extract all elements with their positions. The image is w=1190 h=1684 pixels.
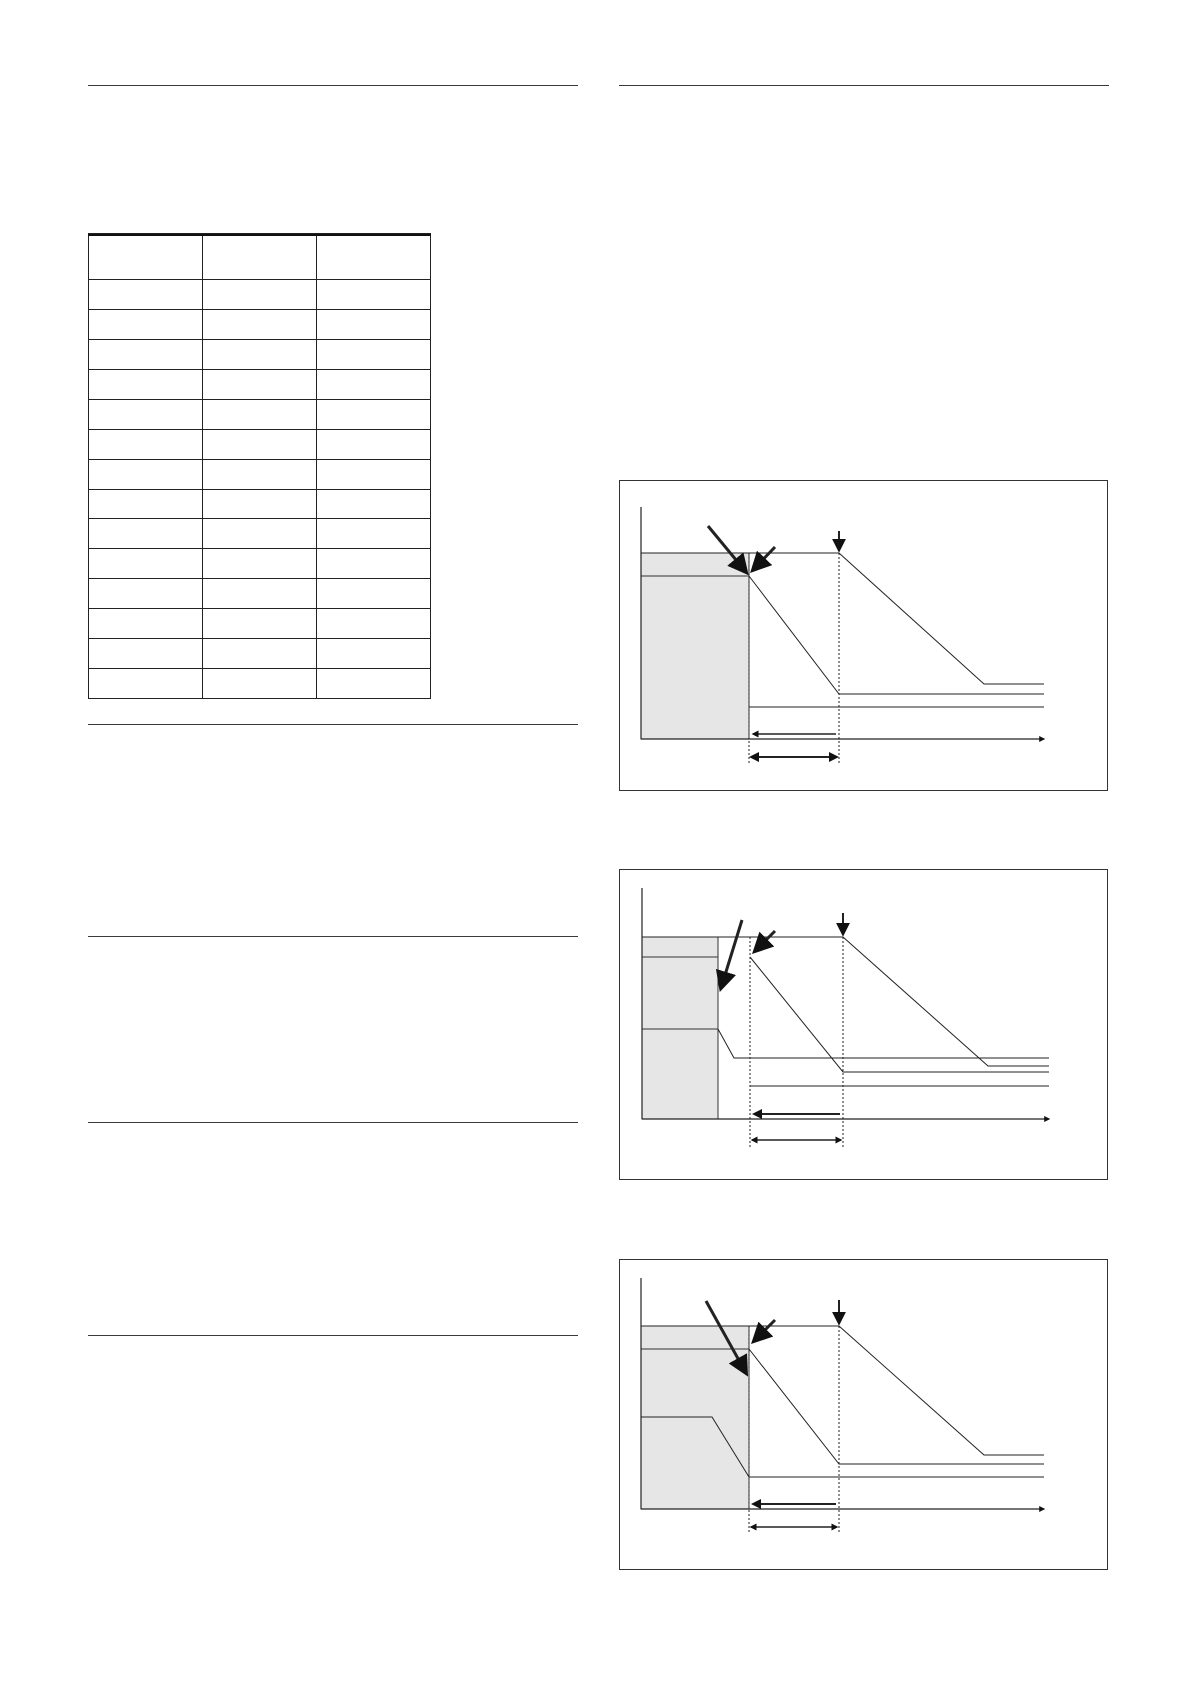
- table-row: [89, 280, 431, 310]
- timing-diagram-3-svg: [620, 1260, 1109, 1571]
- table-row: [89, 549, 431, 579]
- table-cell: [89, 310, 203, 340]
- table-cell: [317, 399, 431, 429]
- table-row: [89, 459, 431, 489]
- pointer-arrow-icon: [755, 931, 775, 951]
- table-cell: [203, 340, 317, 370]
- table-cell: [203, 429, 317, 459]
- section-rule-top-right: [619, 85, 1109, 86]
- table-cell: [89, 668, 203, 698]
- table-cell: [317, 310, 431, 340]
- table-cell: [317, 639, 431, 669]
- table-cell: [89, 370, 203, 400]
- ramp-line-b: [843, 937, 1049, 1066]
- table-cell: [89, 609, 203, 639]
- table-cell: [203, 639, 317, 669]
- table-cell: [317, 429, 431, 459]
- pointer-arrow-icon: [721, 920, 742, 988]
- table-cell: [89, 639, 203, 669]
- table-cell: [89, 340, 203, 370]
- section-rule-2: [88, 724, 578, 725]
- table-row: [89, 639, 431, 669]
- table-cell: [89, 235, 203, 280]
- table-cell: [89, 579, 203, 609]
- table-cell: [89, 549, 203, 579]
- table-row: [89, 399, 431, 429]
- table-cell: [317, 280, 431, 310]
- ramp-line-b: [839, 1326, 1044, 1455]
- table-row: [89, 489, 431, 519]
- table-cell: [317, 489, 431, 519]
- table-cell: [317, 549, 431, 579]
- table-cell: [203, 579, 317, 609]
- ramp-line-a: [750, 957, 1049, 1072]
- table-row: [89, 340, 431, 370]
- table-cell: [89, 459, 203, 489]
- timing-diagram-1: [619, 480, 1108, 791]
- table-cell: [203, 370, 317, 400]
- shaded-region: [642, 937, 718, 1119]
- table-cell: [317, 370, 431, 400]
- table-row: [89, 609, 431, 639]
- table-cell: [203, 459, 317, 489]
- table-cell: [89, 489, 203, 519]
- table-row: [89, 370, 431, 400]
- table-row: [89, 235, 431, 280]
- table-row: [89, 429, 431, 459]
- section-rule-3: [88, 936, 578, 937]
- table-cell: [203, 668, 317, 698]
- table-cell: [317, 609, 431, 639]
- table-cell: [203, 310, 317, 340]
- table-cell: [317, 235, 431, 280]
- table-cell: [203, 280, 317, 310]
- table-row: [89, 310, 431, 340]
- timing-diagram-3: [619, 1259, 1108, 1570]
- table-cell: [203, 519, 317, 549]
- ramp-line-b: [839, 553, 1044, 684]
- table-row: [89, 668, 431, 698]
- table-cell: [203, 489, 317, 519]
- table-row: [89, 519, 431, 549]
- timing-diagram-1-svg: [620, 481, 1109, 792]
- ramp-line-a: [749, 1349, 1044, 1464]
- ramp-line-a: [749, 576, 1044, 694]
- shaded-region: [641, 553, 749, 739]
- timing-diagram-2-svg: [620, 870, 1109, 1181]
- table-cell: [317, 668, 431, 698]
- table-cell: [203, 235, 317, 280]
- step-line: [718, 1029, 1049, 1058]
- table-cell: [89, 429, 203, 459]
- table-cell: [317, 459, 431, 489]
- table-cell: [203, 549, 317, 579]
- section-rule-top-left: [88, 85, 578, 86]
- pointer-arrow-icon: [753, 547, 775, 570]
- table-cell: [317, 519, 431, 549]
- section-rule-5: [88, 1335, 578, 1336]
- timing-diagram-2: [619, 869, 1108, 1180]
- table-cell: [203, 399, 317, 429]
- table-cell: [89, 399, 203, 429]
- table-cell: [317, 340, 431, 370]
- table-cell: [89, 280, 203, 310]
- section-rule-4: [88, 1122, 578, 1123]
- table-cell: [203, 609, 317, 639]
- table-cell: [317, 579, 431, 609]
- table-row: [89, 579, 431, 609]
- table-cell: [89, 519, 203, 549]
- settings-table: [88, 233, 431, 699]
- pointer-arrow-icon: [754, 1320, 775, 1341]
